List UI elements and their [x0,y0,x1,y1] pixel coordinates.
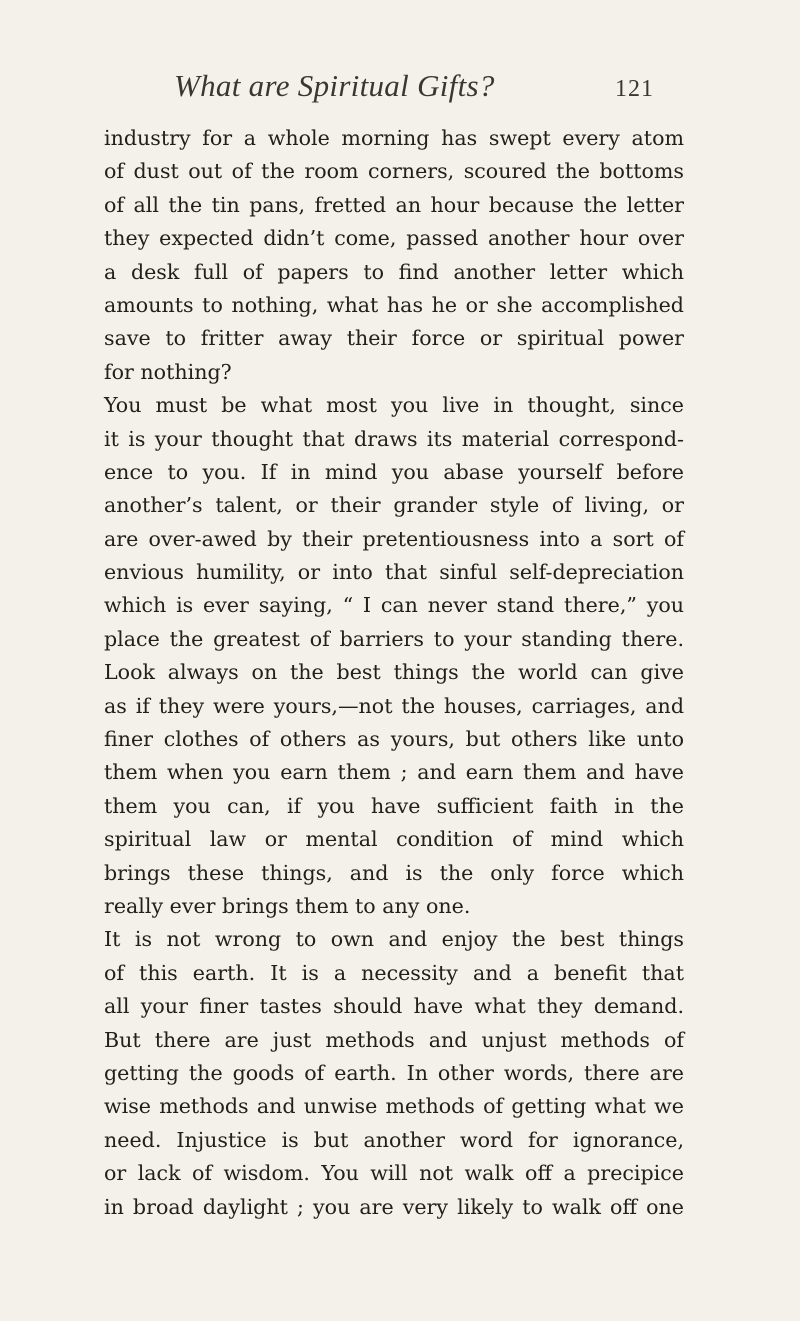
text-line: are over-awed by their pretentiousness into a sort of [104,526,684,551]
text-line: a desk full of papers to find another letter which [104,259,684,284]
text-line: all your finer tastes should have what they demand. [104,994,684,1019]
text-line: of dust out of the room corners, scoured the bottoms [104,159,684,184]
text-line: need. Injustice is but another word for ignorance, [104,1127,684,1152]
running-head [0,68,800,108]
text-line: as if they were yours,—not the houses, carriages, and [104,693,684,718]
text-line: of this earth. It is a necessity and a benefit that [104,960,684,985]
text-line: them you can, if you have sufficient faith in the [104,793,684,818]
text-line: or lack of wisdom. You will not walk off a precipice [104,1161,684,1186]
text-line: amounts to nothing, what has he or she accomplished [104,292,684,317]
text-line: ence to you. If in mind you abase yourself before [104,459,684,484]
text-line: it is your thought that draws its material correspond- [104,426,684,451]
text-line: industry for a whole morning has swept every atom [104,126,684,150]
text-line: Look always on the best things the world can give [104,660,684,685]
text-line: really ever brings them to any one. [104,893,471,918]
text-line: save to fritter away their force or spiritual power [104,326,684,351]
text-line: another’s talent, or their grander style of living, or [104,493,684,518]
text-line: But there are just methods and unjust methods of [104,1027,684,1052]
body-text [104,122,684,1224]
text-line: they expected didn’t come, passed another hour over [104,226,684,251]
text-line: getting the goods of earth. In other words, there are [104,1060,684,1085]
text-line: You must be what most you live in thought, since [104,393,684,418]
page-number: 121 [615,76,654,102]
text-line: envious humility, or into that sinful self-depreciation [104,560,684,585]
text-line: them when you earn them ; and earn them and have [104,760,684,785]
text-line: It is not wrong to own and enjoy the best things [104,927,684,952]
running-title: What are Spiritual Gifts? [174,68,495,103]
text-line: for nothing? [104,359,232,384]
text-line: spiritual law or mental condition of mind which [104,827,684,852]
text-line: which is ever saying, “ I can never stand there,” you [104,593,684,618]
text-line: of all the tin pans, fretted an hour because the letter [104,192,684,217]
text-line: wise methods and unwise methods of getting what we [104,1094,684,1119]
text-line: place the greatest of barriers to your standing there. [104,626,684,651]
text-line: finer clothes of others as yours, but others like unto [104,727,684,752]
text-line: brings these things, and is the only force which [104,860,684,885]
text-line: in broad daylight ; you are very likely to walk off one [104,1194,684,1219]
